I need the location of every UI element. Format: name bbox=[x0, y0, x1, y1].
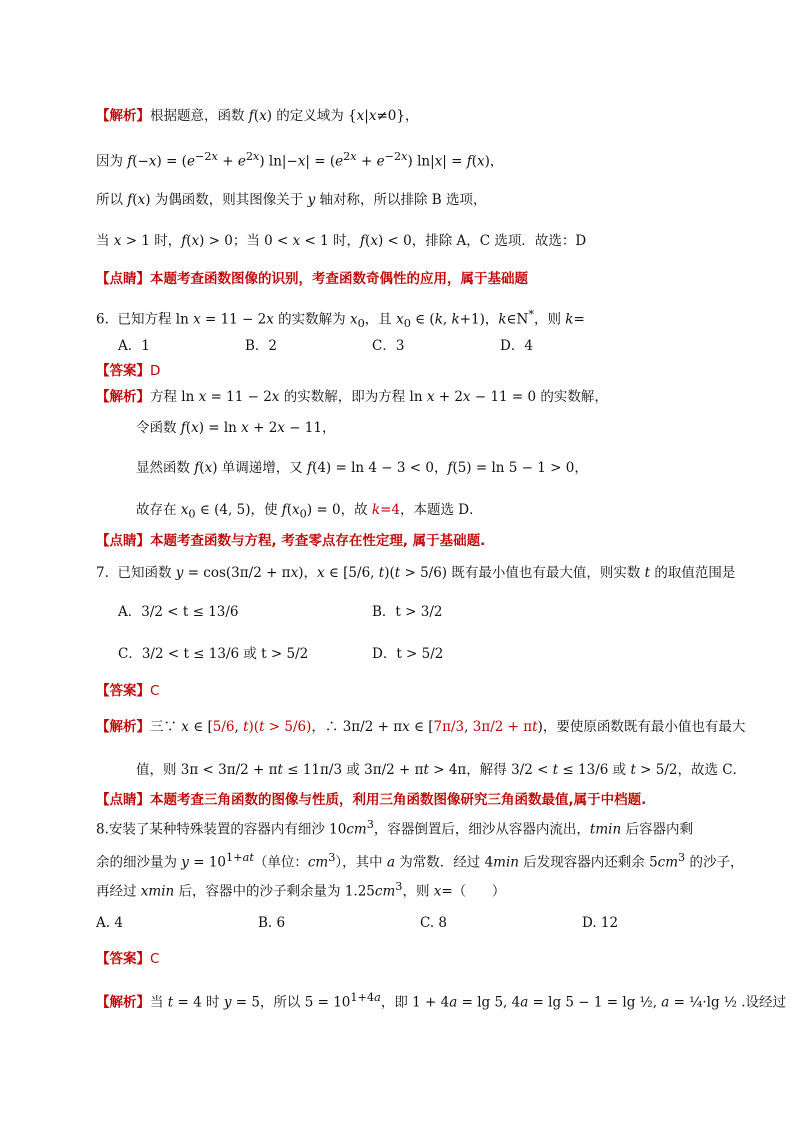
option-d: D．4 bbox=[500, 338, 533, 354]
option-d: D. 12 bbox=[582, 915, 619, 931]
solution-line: 所以 f(x) 为偶函数，则其图像关于 y 轴对称，所以排除 B 选项， bbox=[96, 192, 487, 208]
option-b: B．2 bbox=[245, 338, 278, 354]
comment-line: 【点睛】本题考查函数与方程, 考查零点存在性定理, 属于基础题. bbox=[96, 533, 486, 549]
question-8: 8.安装了某种特殊装置的容器内有细沙 $10cm^3$，容器倒置后，细沙从容器内流出，tmin 后容器内剩 bbox=[96, 818, 693, 838]
answer-line: 【答案】D bbox=[96, 363, 161, 379]
comment-line: 【点睛】本题考查三角函数的图像与性质，利用三角函数图像研究三角函数最值,属于中档题. bbox=[96, 792, 647, 808]
question-8: 再经过 xmin 后，容器中的沙子剩余量为 $1.25cm^3$，则 x=（ ） bbox=[96, 880, 506, 900]
solution-line: 当 x > 1 时，f(x) > 0；当 0 < x < 1 时，f(x) < 0，排除 A，C 选项．故选：D bbox=[96, 233, 587, 249]
solution-line: 值，则 3π < 3π/2 + πt ≤ 11π/3 或 3π/2 + πt > 4π，解得 3/2 < t ≤ 13/6 或 t > 5/2，故选 C． bbox=[136, 762, 747, 778]
comment-line: 【点睛】本题考查函数图像的识别，考查函数奇偶性的应用，属于基础题 bbox=[96, 271, 528, 287]
solution-line: 【解析】当 t = 4 时 y = 5，所以 $5 = 10^{1+4a}$，即 1 + 4a = lg 5, 4a = lg 5 − 1 = lg ½, a = ¼·lg ½ .设经过 bbox=[96, 991, 787, 1011]
question-8: 余的细沙量为 $y = 10^{1+at}$（单位：$cm^3$），其中 a 为常数．经过 4min 后发现容器内还剩余 $5cm^3$ 的沙子， bbox=[96, 851, 744, 871]
solution-line: 因为 $f(-x) = (e^{-2x} + e^{2x}) \ln|-x| = (e^{2x} + e^{-2x}) \ln|x| = f(x)$， bbox=[96, 150, 504, 170]
answer-line: 【答案】C bbox=[96, 951, 160, 967]
question-7: 7. 已知函数 y = cos(3π/2 + πx)，x ∈ [5/6, t)(t > 5/6) 既有最小值也有最大值，则实数 t 的取值范围是 bbox=[96, 565, 736, 581]
option-a: A. 4 bbox=[96, 915, 123, 931]
option-c: C．3/2 < t ≤ 13/6 或 t > 5/2 bbox=[118, 646, 309, 662]
option-a: A．1 bbox=[118, 338, 150, 354]
solution-line: 故存在 $x_0$ ∈ (4, 5)，使 $f(x_0) = 0$，故 k=4，本题选 D． bbox=[136, 502, 483, 521]
solution-line: 【解析】三∵ x ∈ [5/6, t)(t > 5/6)，∴ 3π/2 + πx ∈ [7π/3, 3π/2 + πt)，要使原函数既有最小值也有最大 bbox=[96, 719, 746, 735]
answer-line: 【答案】C bbox=[96, 683, 160, 699]
text: 根据题意，函数 f(x) 的定义域为 {x|x≠0}， bbox=[150, 108, 419, 124]
option-c: C．3 bbox=[372, 338, 405, 354]
solution-line: 显然函数 f(x) 单调递增，又 f(4) = ln 4 − 3 < 0，f(5) = ln 5 − 1 > 0， bbox=[136, 460, 588, 476]
option-b: B. 6 bbox=[258, 915, 286, 931]
option-c: C. 8 bbox=[420, 915, 448, 931]
solution-line: 【解析】根据题意，函数 f(x) 的定义域为 {x|x≠0}， bbox=[96, 108, 419, 124]
solution-line: 令函数 f(x) = ln x + 2x − 11， bbox=[136, 420, 336, 436]
option-d: D．t > 5/2 bbox=[372, 646, 444, 662]
option-b: B．t > 3/2 bbox=[372, 604, 443, 620]
option-a: A．3/2 < t ≤ 13/6 bbox=[118, 604, 239, 620]
solution-line: 【解析】方程 ln x = 11 − 2x 的实数解，即为方程 ln x + 2x − 11 = 0 的实数解， bbox=[96, 389, 608, 405]
question-6: 6. 已知方程 ln x = 11 − 2x 的实数解为 $x_0$，且 $x_0$ ∈ (k, k+1)，k∈N*，则 k= bbox=[96, 308, 585, 331]
